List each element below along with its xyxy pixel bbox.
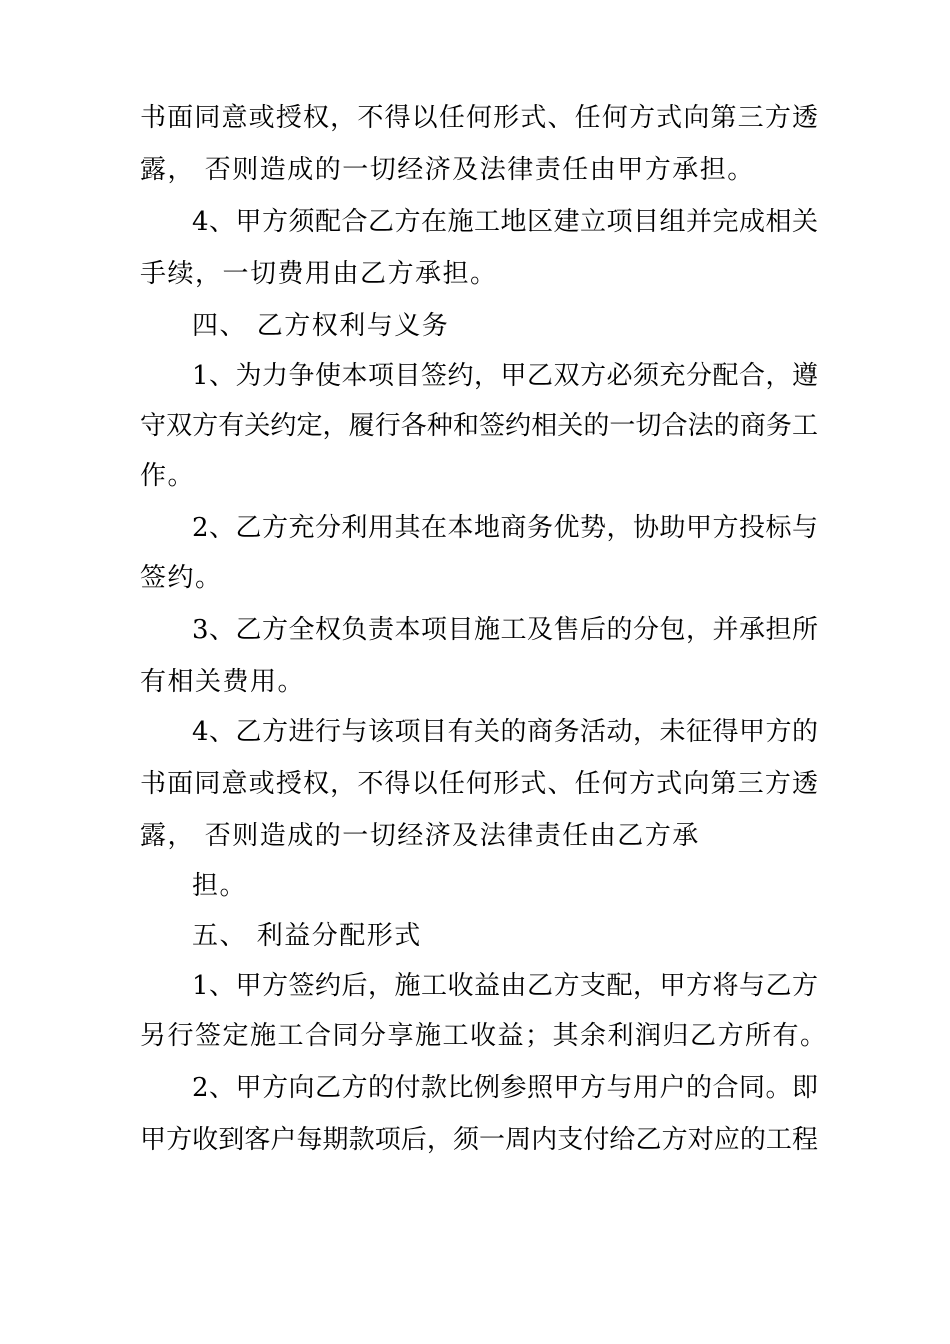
text-line: 3、乙方全权负责本项目施工及售后的分包，并承担所 bbox=[192, 615, 818, 645]
text-line: 4、甲方须配合乙方在施工地区建立项目组并完成相关 bbox=[192, 207, 818, 237]
section-heading: 四、 乙方权利与义务 bbox=[192, 311, 450, 341]
text-line: 另行签定施工合同分享施工收益；其余利润归乙方所有。 bbox=[140, 1021, 828, 1051]
text-line: 手续，一切费用由乙方承担。 bbox=[140, 259, 498, 289]
text-line: 书面同意或授权，不得以任何形式、任何方式向第三方透 bbox=[140, 769, 818, 799]
text-line: 4、乙方进行与该项目有关的商务活动，未征得甲方的 bbox=[192, 717, 818, 747]
text-line: 露， 否则造成的一切经济及法律责任由甲方承担。 bbox=[140, 155, 755, 185]
text-line: 甲方收到客户每期款项后，须一周内支付给乙方对应的工程 bbox=[140, 1125, 818, 1155]
section-heading: 五、 利益分配形式 bbox=[192, 921, 422, 951]
text-line: 书面同意或授权，不得以任何形式、任何方式向第三方透 bbox=[140, 103, 818, 133]
text-line: 2、甲方向乙方的付款比例参照甲方与用户的合同。即 bbox=[192, 1073, 818, 1103]
text-line: 作。 bbox=[140, 461, 196, 491]
text-line: 1、为力争使本项目签约，甲乙双方必须充分配合，遵 bbox=[192, 361, 818, 391]
text-line: 担。 bbox=[192, 871, 248, 901]
text-line: 签约。 bbox=[140, 563, 223, 593]
text-line: 守双方有关约定，履行各种和签约相关的一切合法的商务工 bbox=[140, 411, 818, 441]
text-line: 有相关费用。 bbox=[140, 667, 306, 697]
text-line: 露， 否则造成的一切经济及法律责任由乙方承 bbox=[140, 821, 700, 851]
text-line: 2、乙方充分利用其在本地商务优势，协助甲方投标与 bbox=[192, 513, 818, 543]
text-line: 1、甲方签约后，施工收益由乙方支配，甲方将与乙方 bbox=[192, 971, 818, 1001]
